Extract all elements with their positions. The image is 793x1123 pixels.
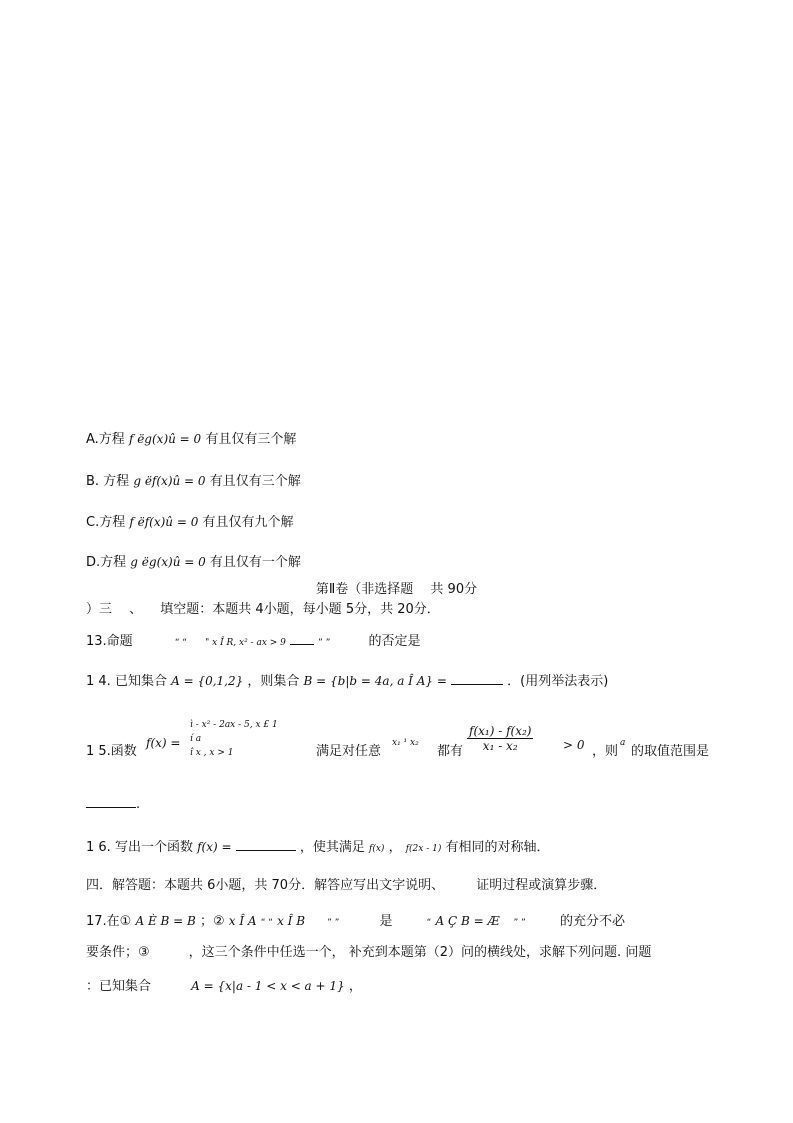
q15-tail2: 的取值范围是 xyxy=(631,744,710,759)
q17-line3-expr: A = {x|a - 1 < x < a + 1} xyxy=(191,979,345,993)
q15-mid: 满足对任意 xyxy=(316,744,382,759)
option-a-label: A.方程 xyxy=(86,432,125,447)
q15-a: a xyxy=(620,738,626,748)
q13-text: 的否定是 xyxy=(368,634,421,649)
section4 xyxy=(86,874,606,893)
q17-line1 xyxy=(86,910,625,929)
q14 xyxy=(86,670,608,689)
q17-line3 xyxy=(86,975,362,994)
q16-blank xyxy=(236,838,296,851)
q17-q4: ” ” xyxy=(513,918,526,928)
q15-answer xyxy=(86,795,140,812)
option-d-text: 有且仅有一个解 xyxy=(209,555,301,570)
option-d-label: D.方程 xyxy=(86,555,127,570)
q15-case3: î x , x > 1 xyxy=(190,748,234,758)
option-b-expr: g ëf(x)û = 0 xyxy=(133,474,206,488)
option-c xyxy=(86,511,294,530)
q16-label: 1 6. 写出一个函数 xyxy=(86,840,193,855)
q15-frac-num: f(x₁) - f(x₂) xyxy=(469,724,532,738)
q17-line3-end: ， xyxy=(348,979,362,994)
q15-x1x2: x₁ ¹ x₂ xyxy=(392,738,419,748)
option-d-expr: g ëg(x)û = 0 xyxy=(130,555,206,569)
q17-c2b: x Î B xyxy=(277,914,306,928)
fill-header-prefix: ）三 、 xyxy=(86,602,143,617)
q16-tail: 有相同的对称轴． xyxy=(445,840,550,855)
option-c-expr: f ëf(x)û = 0 xyxy=(129,515,199,529)
q15-label: 1 5.函数 xyxy=(86,744,137,759)
option-a-text: 有且仅有三个解 xyxy=(205,432,297,447)
q15-end: . xyxy=(136,797,141,812)
q16-sep: ， xyxy=(388,840,402,855)
q17-c1: A È B = B xyxy=(135,914,196,928)
q17-c2: x Î A xyxy=(228,914,257,928)
option-b-label: B. 方程 xyxy=(86,474,130,489)
q15-gt: > 0 xyxy=(563,738,585,752)
fill-header xyxy=(86,598,440,617)
q16-expr: f(x) = xyxy=(197,840,232,854)
option-a xyxy=(86,428,296,447)
q15-case2: í a xyxy=(190,734,202,744)
section2-title: 第Ⅱ卷（非选择题 共 90分 xyxy=(315,582,478,597)
q13-blank xyxy=(290,632,314,645)
q17-q1: “ “ xyxy=(260,918,273,928)
option-c-label: C.方程 xyxy=(86,515,126,530)
q13 xyxy=(86,630,421,649)
q16-f1: f(x) xyxy=(368,844,385,854)
q15-cases xyxy=(190,718,278,760)
q14-label: 1 4. 已知集合 xyxy=(86,674,167,689)
option-a-expr: f ëg(x)û = 0 xyxy=(128,432,202,446)
q17-q3: “ xyxy=(426,918,432,928)
q15-frac-den: x₁ - x₂ xyxy=(482,739,518,753)
q15-fraction xyxy=(467,724,533,753)
q14-tail: ．(用列举法表示) xyxy=(507,674,609,689)
q17-is: 是 xyxy=(379,914,393,929)
option-c-text: 有且仅有九个解 xyxy=(202,515,294,530)
q14-expr2: B = {b|b = 4a, a Î A} = xyxy=(303,674,447,688)
q15-mid2: 都有 xyxy=(437,744,464,759)
q14-blank xyxy=(451,672,503,685)
q15-case1: ì - x² - 2ax - 5, x £ 1 xyxy=(190,720,278,730)
q17-line2: 要条件；③ ，这三个条件中任选一个， 补充到本题第（2）问的横线处，求解下列问题. 问题 xyxy=(86,945,652,960)
q16-mid: ，使其满足 xyxy=(299,840,365,855)
q15-fx: f(x) = xyxy=(146,736,181,750)
q13-quote-close: ” ” xyxy=(318,638,331,648)
q15-blank xyxy=(86,795,136,808)
fill-header-text: 填空题：本题共 4小题，每小题 5分，共 20分． xyxy=(160,602,440,617)
q14-mid: ，则集合 xyxy=(247,674,300,689)
q13-quote-open: “ “ xyxy=(174,638,188,648)
q17-q2: ” ” xyxy=(327,918,340,928)
q13-label: 13.命题 xyxy=(86,634,133,649)
q17-sep1: ；② xyxy=(200,914,225,929)
q17-c3: A Ç B = Æ xyxy=(435,914,500,928)
option-d xyxy=(86,551,301,570)
option-b-text: 有且仅有三个解 xyxy=(209,474,301,489)
q17-label: 17.在① xyxy=(86,914,132,929)
q17-tail: 的充分不必 xyxy=(559,914,625,929)
q16 xyxy=(86,836,550,855)
q16-f2: f(2x - 1) xyxy=(405,844,442,854)
section4-title2: 证明过程或演算步骤． xyxy=(476,878,607,893)
q13-expr: " x Î R, x² - ax > 9 xyxy=(205,638,286,648)
q14-expr1: A = {0,1,2} xyxy=(171,674,244,688)
section4-title: 四．解答题：本题共 6小题，共 70分．解答应写出文字说明、 xyxy=(86,878,445,893)
q15-tail: ，则 xyxy=(592,744,619,759)
option-b xyxy=(86,470,301,489)
q17-line3-label: ：已知集合 xyxy=(86,979,152,994)
